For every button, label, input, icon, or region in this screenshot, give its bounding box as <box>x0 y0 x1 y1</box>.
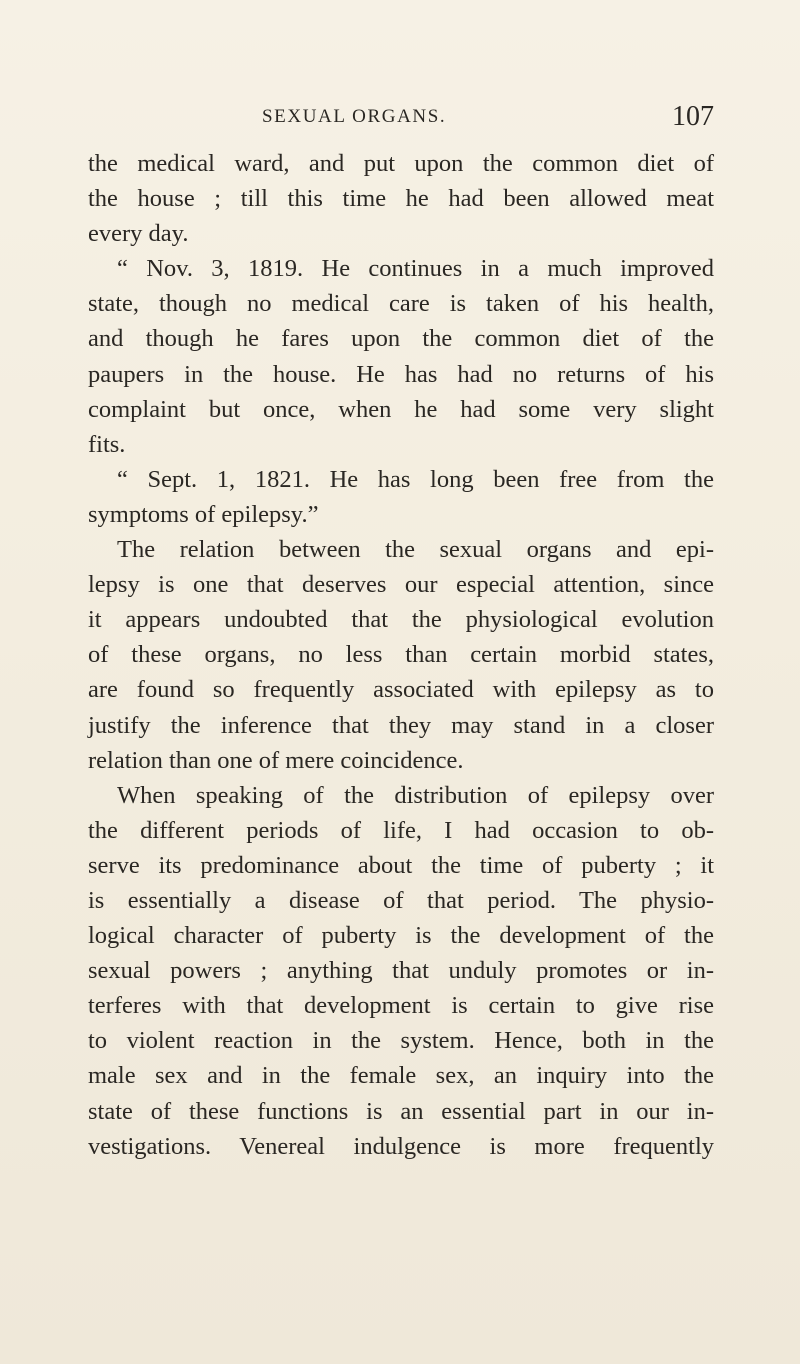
text-line: complaint but once, when he had some very slight <box>88 395 714 423</box>
text-line: vestigations. Venereal indulgence is more frequently <box>88 1132 714 1160</box>
text-line: and though he fares upon the common diet of the <box>88 325 714 353</box>
text-line: lepsy is one that deserves our especial attention, since <box>88 571 714 599</box>
page-number: 107 <box>672 101 714 132</box>
text-line: state of these functions is an essential part in our in- <box>88 1097 714 1125</box>
text-line: of these organs, no less than certain morbid states, <box>88 641 714 669</box>
text-line: the medical ward, and put upon the common diet of <box>88 150 714 177</box>
text-line: is essentially a disease of that period. The physio- <box>88 886 714 914</box>
text-line: fits. <box>88 430 126 458</box>
text-line: state, though no medical care is taken of his health, <box>88 290 714 318</box>
text-line: the house ; till this time he had been allowed meat <box>88 185 714 213</box>
text-line: every day. <box>88 220 189 248</box>
body-text <box>88 146 714 1164</box>
text-line: the different periods of life, I had occasion to ob- <box>88 816 714 844</box>
text-line: it appears undoubted that the physiological evolution <box>88 606 714 634</box>
text-line: logical character of puberty is the development of the <box>88 922 714 950</box>
text-line: When speaking of the distribution of epilepsy over <box>117 781 714 809</box>
text-line: are found so frequently associated with epilepsy as to <box>88 676 714 704</box>
text-line: sexual powers ; anything that unduly promotes or in- <box>88 957 714 985</box>
text-line: relation than one of mere coincidence. <box>88 746 464 774</box>
text-line: The relation between the sexual organs and epi- <box>117 536 714 564</box>
text-line: serve its predominance about the time of puberty ; it <box>88 851 714 879</box>
text-line: justify the inference that they may stand in a closer <box>88 711 714 739</box>
text-line: to violent reaction in the system. Hence, both in the <box>88 1027 714 1055</box>
text-line: paupers in the house. He has had no returns of his <box>88 360 714 388</box>
text-line: “ Sept. 1, 1821. He has long been free from the <box>117 465 714 493</box>
text-line: terferes with that development is certain to give rise <box>88 992 714 1020</box>
text-line: symptoms of epilepsy.” <box>88 500 319 528</box>
text-line: “ Nov. 3, 1819. He continues in a much improved <box>117 255 714 283</box>
running-title: SEXUAL ORGANS. <box>262 106 447 127</box>
text-line: male sex and in the female sex, an inquiry into the <box>88 1062 714 1090</box>
